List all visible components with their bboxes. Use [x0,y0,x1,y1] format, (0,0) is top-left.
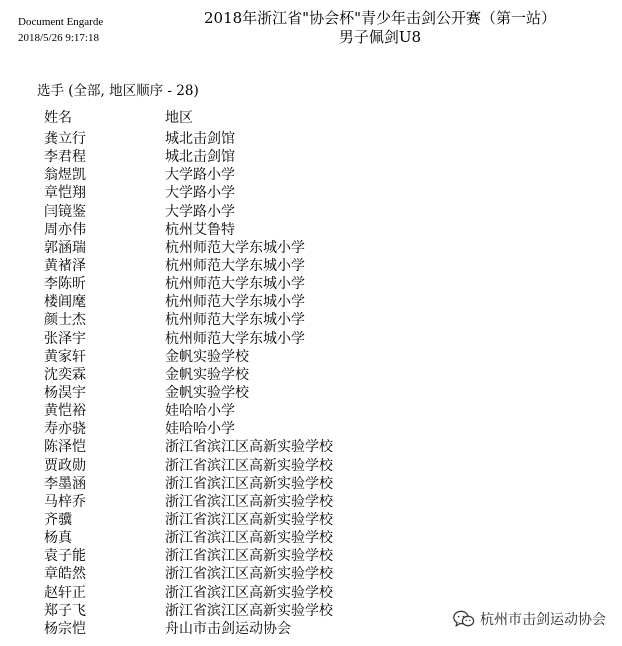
fencer-region: 浙江省滨江区高新实验学校 [165,493,333,510]
fencer-region: 大学路小学 [165,203,235,220]
fencer-name: 楼阊麾 [44,294,86,311]
table-row [44,602,465,620]
fencer-name: 黄家轩 [44,348,86,365]
fencer-region: 城北击剑馆 [165,149,235,166]
fencer-region: 城北击剑馆 [165,131,235,147]
fencer-name: 陈泽恺 [44,439,86,456]
fencer-name: 黄禇泽 [44,257,86,274]
fencer-region: 杭州师范大学东城小学 [165,294,305,311]
fencer-name: 张泽宇 [44,330,86,347]
fencer-name: 杨淏宇 [44,384,86,401]
fencer-name: 翁煜凯 [44,167,86,184]
fencer-region: 大学路小学 [165,185,235,202]
fencer-name: 杨宗恺 [44,620,86,637]
column-header-name: 姓名 [44,110,72,126]
table-row [44,203,465,221]
fencer-name: 马梓乔 [44,493,86,510]
table-row [44,438,465,456]
table-row [44,130,465,148]
fencer-name: 郭涵瑞 [44,239,86,256]
fencer-region: 浙江省滨江区高新实验学校 [165,584,333,601]
fencer-region: 金帆实验学校 [165,366,249,383]
fencer-region: 娃哈哈小学 [165,421,235,438]
table-row [44,275,465,293]
fencer-name: 李君程 [44,149,86,166]
table-row [44,221,465,239]
table-row [44,493,465,511]
fencer-region: 金帆实验学校 [165,348,249,365]
fencer-name: 袁子能 [44,548,86,565]
fencer-name: 李墨涵 [44,475,86,492]
roster-table [44,108,465,638]
fencer-name: 闫镜鉴 [44,203,86,220]
fencer-region: 杭州师范大学东城小学 [165,239,305,256]
table-row [44,257,465,275]
event-category: 男子佩剑U8 [338,28,422,46]
fencer-region: 浙江省滨江区高新实验学校 [165,457,333,474]
fencer-region: 浙江省滨江区高新实验学校 [165,566,333,583]
fencer-region: 杭州师范大学东城小学 [165,330,305,347]
table-row [44,348,465,366]
fencer-name: 龚立行 [44,131,86,147]
table-row [44,366,465,384]
fencer-region: 杭州师范大学东城小学 [165,257,305,274]
fencer-name: 齐骥 [44,511,72,528]
fencer-name: 沈奕霖 [44,366,86,383]
fencer-name: 郑子飞 [44,602,86,619]
fencer-name: 周亦伟 [44,221,86,238]
fencer-name: 黄恺裕 [44,403,86,420]
section-heading: 选手 (全部, 地区顺序 - 28) [37,83,199,99]
table-row [44,311,465,329]
document-title [160,9,600,47]
table-row [44,384,465,402]
table-row [44,420,465,438]
table-row [44,402,465,420]
event-title: 2018年浙江省"协会杯"青少年击剑公开赛（第一站） [204,9,556,27]
fencer-name: 章恺翔 [44,185,86,202]
table-header-row [44,108,465,129]
fencer-name: 赵轩正 [44,584,86,601]
fencer-region: 浙江省滨江区高新实验学校 [165,439,333,456]
table-row [44,166,465,184]
fencer-region: 杭州艾鲁特 [165,221,235,238]
fencer-region: 大学路小学 [165,167,235,184]
table-row [44,239,465,257]
table-row [44,620,465,638]
fencer-region: 舟山市击剑运动协会 [165,620,291,637]
table-row [44,511,465,529]
fencer-name: 章皓然 [44,566,86,583]
column-header-region: 地区 [165,110,193,126]
table-row [44,330,465,348]
fencer-region: 杭州师范大学东城小学 [165,276,305,293]
fencer-region: 金帆实验学校 [165,384,249,401]
fencer-name: 颜士杰 [44,312,86,329]
table-row [44,457,465,475]
fencer-region: 浙江省滨江区高新实验学校 [165,548,333,565]
app-name: Document Engarde [18,16,104,28]
fencer-region: 浙江省滨江区高新实验学校 [165,602,333,619]
fencer-region: 浙江省滨江区高新实验学校 [165,530,333,547]
fencer-region: 娃哈哈小学 [165,403,235,420]
table-row [44,529,465,547]
fencer-region: 浙江省滨江区高新实验学校 [165,475,333,492]
table-row [44,293,465,311]
table-row [44,148,465,166]
watermark-text: 杭州市击剑运动协会 [480,612,606,628]
timestamp: 2018/5/26 9:17:18 [18,32,99,44]
fencer-name: 杨真 [44,530,72,547]
table-row [44,475,465,493]
table-row [44,547,465,565]
document-meta [18,14,103,46]
fencer-region: 浙江省滨江区高新实验学校 [165,511,333,528]
table-row [44,184,465,202]
fencer-name: 寿亦骁 [44,421,86,438]
fencer-name: 李陈昕 [44,276,86,293]
fencer-region: 杭州师范大学东城小学 [165,312,305,329]
watermark [453,609,606,629]
wechat-icon [453,610,475,628]
table-row [44,565,465,583]
table-row [44,584,465,602]
fencer-name: 贾政勋 [44,457,86,474]
